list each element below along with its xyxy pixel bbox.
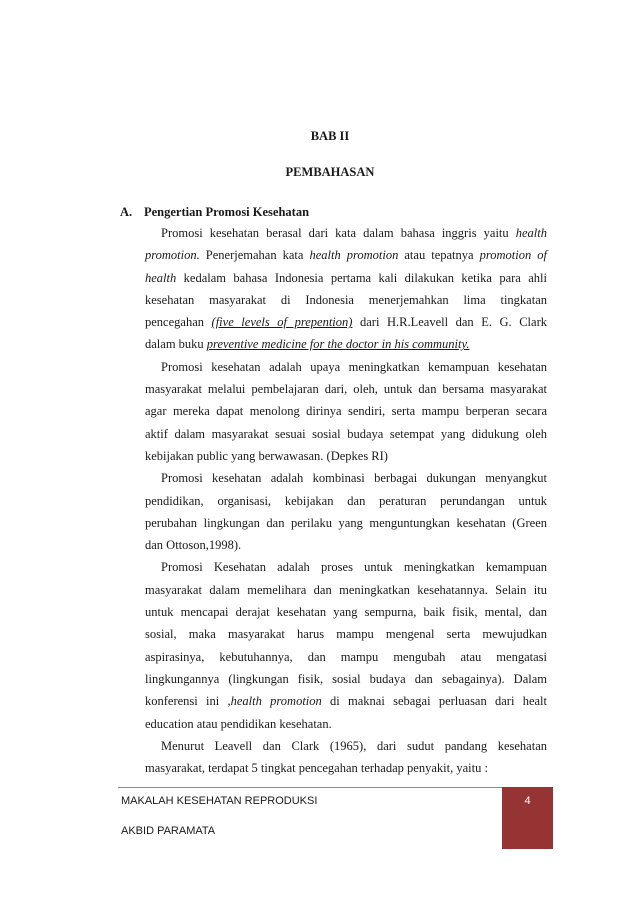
paragraph-line	[145, 579, 547, 601]
paragraph-line	[145, 244, 547, 266]
paragraph-line	[145, 356, 547, 378]
footer-title: MAKALAH KESEHATAN REPRODUKSI	[121, 795, 318, 807]
footer-organization: AKBID PARAMATA	[121, 825, 216, 837]
paragraph-line	[145, 735, 547, 757]
text-run: aktif dalam masyarakat sesuai sosial budaya setempat yang didukung oleh	[145, 426, 547, 441]
chapter-title: PEMBAHASAN	[285, 165, 375, 179]
text-run: kebijakan public yang berwawasan. (Depkes RI)	[145, 448, 388, 463]
text-run: Promosi kesehatan adalah kombinasi berbagai dukungan menyangkut	[161, 471, 547, 486]
text-run: aspirasinya, kebutuhannya, dan mampu mengubah atau mengatasi	[145, 649, 547, 664]
paragraph-line	[145, 289, 547, 311]
paragraph-line	[145, 601, 547, 623]
italic-term: health	[515, 226, 547, 240]
paragraph-line	[145, 534, 547, 556]
italic-underlined-term: (five levels of prepention)	[211, 315, 353, 330]
page-number-box	[502, 787, 553, 849]
text-run: kedalam bahasa Indonesia pertama kali dilakukan ketika para ahli	[176, 270, 547, 285]
paragraph-line	[145, 222, 547, 244]
footer-divider	[118, 787, 553, 788]
section-title: Pengertian Promosi Kesehatan	[144, 205, 310, 219]
text-run: Promosi kesehatan adalah upaya meningkatkan kemampuan kesehatan	[161, 359, 547, 374]
paragraph-line	[145, 267, 547, 289]
italic-underlined-term: preventive medicine for the doctor in his community.	[206, 337, 470, 352]
text-run: lingkungannya (lingkungan fisik, sosial budaya dan sebagainya). Dalam	[145, 671, 547, 686]
text-run: Promosi kesehatan berasal dari kata dalam bahasa inggris yaitu	[161, 226, 516, 240]
paragraph-line	[145, 757, 547, 779]
text-run: agar mereka dapat menolong dirinya sendiri, serta mampu berperan secara	[145, 404, 547, 419]
paragraph	[145, 356, 547, 467]
text-run: atau tepatnya	[398, 248, 480, 263]
paragraph	[145, 222, 547, 356]
italic-term: health promotion	[309, 248, 399, 263]
text-run: Menurut Leavell dan Clark (1965), dari sudut pandang kesehatan	[161, 738, 547, 753]
paragraph-line	[145, 400, 547, 422]
text-run: Penerjemahan kata	[199, 248, 310, 263]
paragraph-line	[145, 690, 547, 712]
paragraph-line	[145, 378, 547, 400]
text-run: sosial, maka masyarakat harus mampu mengenal serta mewujudkan	[145, 627, 547, 642]
paragraph-line	[145, 623, 547, 645]
paragraph-line	[145, 713, 547, 735]
section-letter: A.	[120, 205, 133, 219]
text-run: Promosi Kesehatan adalah proses untuk meningkatkan kemampuan	[161, 560, 547, 575]
text-run: di maknai sebagai perluasan dari healt	[321, 694, 547, 709]
text-run: pendidikan, organisasi, kebijakan dan peraturan perundangan untuk	[145, 493, 547, 508]
chapter-number: BAB II	[310, 129, 350, 143]
text-run: dari H.R.Leavell dan E. G. Clark	[352, 315, 547, 330]
paragraph-line	[145, 512, 547, 534]
page-number: 4	[524, 795, 531, 807]
text-run: masyarakat melalui pembelajaran dari, oleh, untuk dan bersama masyarakat	[145, 382, 547, 397]
paragraph-line	[145, 556, 547, 578]
chapter-heading	[0, 118, 638, 190]
text-run: pencegahan	[145, 315, 212, 330]
paragraph-line	[145, 490, 547, 512]
section-heading	[120, 203, 309, 221]
text-run: masyarakat dalam memelihara dan meningkatkan kesehatannya. Selain itu	[145, 582, 547, 597]
paragraph-line	[145, 311, 547, 333]
text-run: kesehatan masyarakat di Indonesia menerjemahkan lima tingkatan	[145, 292, 547, 307]
text-run: perubahan lingkungan dan perilaku yang menguntungkan kesehatan (Green	[145, 515, 547, 530]
text-run: untuk mencapai derajat kesehatan yang sempurna, baik fisik, mental, dan	[145, 605, 547, 620]
paragraph-line	[145, 467, 547, 489]
text-run: konferensi ini ,	[145, 694, 231, 709]
paragraph-line	[145, 646, 547, 668]
paragraph-line	[145, 333, 547, 355]
text-run: masyarakat, terdapat 5 tingkat pencegahan terhadap penyakit, yaitu :	[145, 761, 488, 776]
italic-term: health	[145, 270, 177, 285]
italic-term: promotion of	[479, 248, 547, 263]
text-run: dalam buku	[145, 337, 207, 352]
text-run: education atau pendidikan kesehatan.	[145, 716, 332, 731]
paragraph-line	[145, 668, 547, 690]
body-text	[145, 222, 547, 779]
italic-term: promotion.	[145, 248, 200, 263]
paragraph	[145, 556, 547, 734]
paragraph	[145, 467, 547, 556]
paragraph-line	[145, 423, 547, 445]
italic-term: health promotion	[230, 694, 322, 709]
text-run: dan Ottoson,1998).	[145, 538, 242, 553]
paragraph-line	[145, 445, 547, 467]
paragraph	[145, 735, 547, 780]
